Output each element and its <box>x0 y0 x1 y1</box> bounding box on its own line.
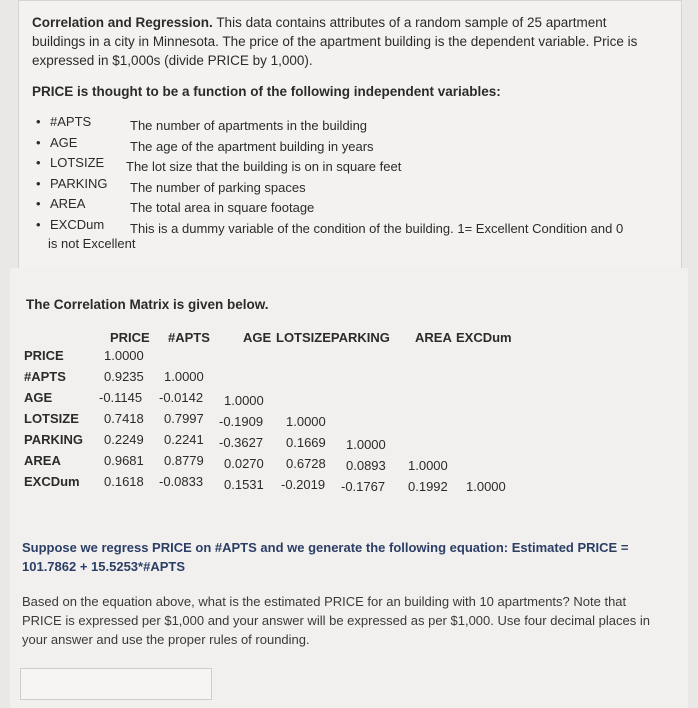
variable-description: The total area in square footage <box>130 200 315 215</box>
independent-variables-heading: PRICE is thought to be a function of the following independent variables: <box>32 84 501 99</box>
matrix-column-header: #APTS <box>168 330 210 345</box>
matrix-cell: 1.0000 <box>466 479 506 494</box>
matrix-cell: 0.6728 <box>286 456 326 471</box>
matrix-cell: 0.2241 <box>164 432 204 447</box>
matrix-column-header: AGE <box>243 330 272 345</box>
bullet-icon: • <box>36 196 41 211</box>
matrix-cell: 1.0000 <box>164 369 204 384</box>
list-item <box>36 217 676 238</box>
matrix-cell: -0.2019 <box>281 477 326 492</box>
bullet-icon: • <box>36 155 41 170</box>
matrix-cell: 1.0000 <box>408 458 448 473</box>
matrix-cell: -0.3627 <box>219 435 264 450</box>
variable-list <box>36 114 676 237</box>
list-item <box>36 196 676 217</box>
variable-name: LOTSIZE <box>50 155 105 170</box>
matrix-row-label: PRICE <box>24 348 64 363</box>
matrix-cell: 1.0000 <box>346 437 386 452</box>
matrix-cell: 0.1531 <box>224 477 264 492</box>
matrix-row-label: LOTSIZE <box>24 411 79 426</box>
matrix-cell: -0.1767 <box>341 479 386 494</box>
regression-equation: Suppose we regress PRICE on #APTS and we generate the following equation: Estimated PRICE = 101.7862 + 15.5253*#APTS <box>22 540 629 574</box>
intro-title: Correlation and Regression. <box>32 15 213 30</box>
intro-paragraph <box>32 13 662 70</box>
matrix-cell: 0.0893 <box>346 458 386 473</box>
matrix-column-header: EXCDum <box>456 330 512 345</box>
matrix-cell: -0.1145 <box>99 390 143 405</box>
matrix-row-label: AREA <box>24 453 61 468</box>
list-item <box>36 176 676 197</box>
matrix-column-header: PRICE <box>110 330 150 345</box>
list-item <box>36 114 676 135</box>
matrix-cell: -0.0833 <box>159 474 204 489</box>
variable-description: The lot size that the building is on in square feet <box>126 159 402 174</box>
matrix-cell: 0.8779 <box>164 453 204 468</box>
list-item <box>36 155 676 176</box>
answer-input[interactable] <box>20 668 212 700</box>
variable-description-continued: is not Excellent <box>48 236 136 251</box>
question-text: Based on the equation above, what is the estimated PRICE for an building with 10 apartments? Note that PRICE is expressed per $1,000 and your answer will be expressed as per $1,000. Use four decimal places in your answer and use the proper rules of rounding. <box>22 594 650 647</box>
variable-name: #APTS <box>50 114 92 129</box>
matrix-cell: -0.0142 <box>159 390 204 405</box>
matrix-cell: 0.2249 <box>104 432 144 447</box>
matrix-cell: 0.7997 <box>164 411 204 426</box>
matrix-column-header: AREA <box>415 330 452 345</box>
matrix-cell: 1.0000 <box>104 348 144 363</box>
variable-description: This is a dummy variable of the condition of the building. 1= Excellent Condition and 0 <box>130 220 624 236</box>
matrix-cell: 0.1618 <box>104 474 144 489</box>
variable-name: EXCDum <box>50 216 105 232</box>
variable-description: The number of apartments in the building <box>130 118 368 133</box>
bullet-icon: • <box>36 114 41 129</box>
matrix-cell: 0.9681 <box>104 453 144 468</box>
matrix-row-label: EXCDum <box>24 474 80 489</box>
matrix-cell: -0.1909 <box>219 414 264 429</box>
variable-description: The age of the apartment building in years <box>130 138 374 154</box>
matrix-cell: 0.1992 <box>408 479 448 494</box>
bullet-icon: • <box>36 175 41 191</box>
bullet-icon: • <box>36 216 41 232</box>
correlation-matrix-title: The Correlation Matrix is given below. <box>26 297 269 312</box>
variable-name: AREA <box>50 196 86 211</box>
bullet-icon: • <box>36 134 41 150</box>
matrix-cell: 1.0000 <box>224 393 264 408</box>
matrix-row-label: AGE <box>24 390 53 405</box>
variable-description: The number of parking spaces <box>130 179 306 195</box>
variable-name: PARKING <box>50 175 108 191</box>
matrix-cell: 0.9235 <box>104 369 144 384</box>
matrix-cell: 0.0270 <box>224 456 264 471</box>
matrix-column-header: LOTSIZEPARKING <box>276 330 390 345</box>
intro-body: This data contains attributes of a random sample of 25 apartment buildings in a city in Minnesota. The price of the apartment building is the dependent variable. Price is expressed in $1,000s (divide PRICE by 1,000). <box>32 15 638 68</box>
matrix-cell: 0.1669 <box>286 435 326 450</box>
matrix-row-label: PARKING <box>24 432 83 447</box>
matrix-cell: 1.0000 <box>286 414 326 429</box>
matrix-row-label: #APTS <box>24 369 66 384</box>
variable-name: AGE <box>50 134 78 150</box>
list-item <box>36 135 676 156</box>
matrix-cell: 0.7418 <box>104 411 144 426</box>
